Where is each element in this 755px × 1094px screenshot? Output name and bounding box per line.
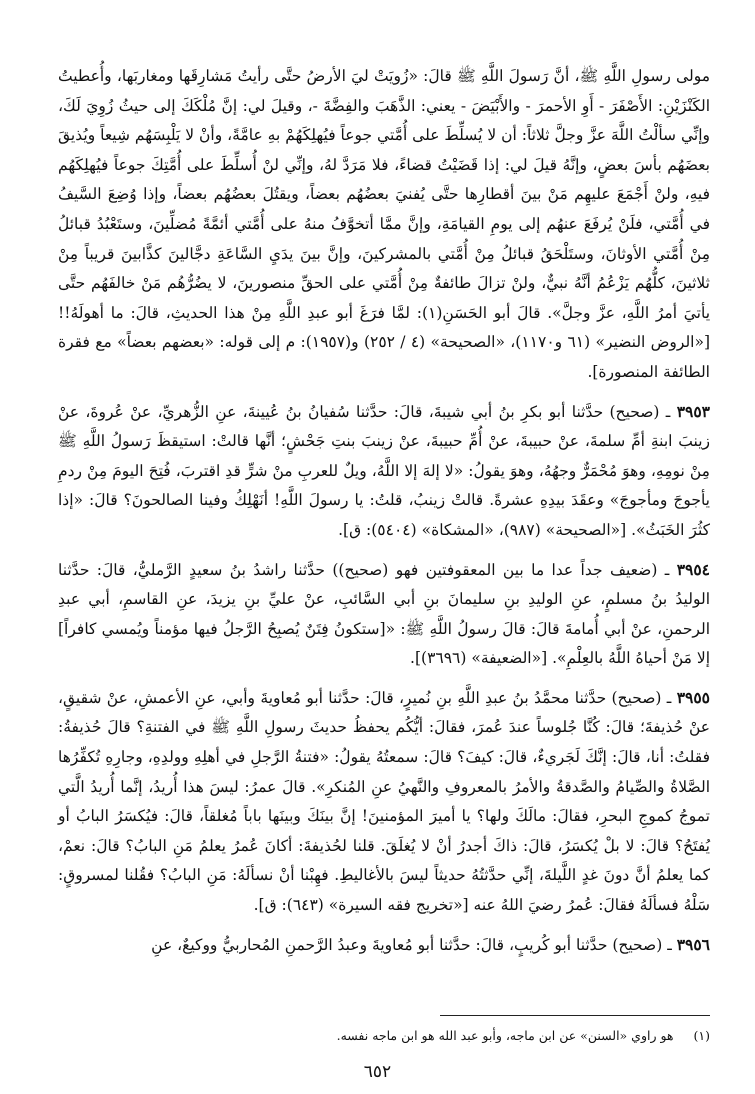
hadith-dash: ـ [662,935,672,954]
footnote-text: هو راوي «السنن» عن ابن ماجه، وأبو عبد الله هو ابن ماجه نفسه. [336,1028,674,1043]
hadith-number: ٣٩٥٥ [676,687,710,707]
hadith-3953 [58,397,710,546]
hadith-text: (صحيح) حدَّثنا أبو بكرِ بنُ أبي شيبةَ، قالَ: حدَّثنا سُفيانُ بنُ عُيينةَ، عنِ الزُّهريِّ، عنْ عُروةَ، عنْ زينبَ ابنةِ أمِّ سلمةَ، عنْ حبيبةَ، عنْ أُمِّ حبيبةَ، عنْ زينبَ بنتِ جَحْشٍ؛ أنَّها قالتْ: استيقظَ رَسولُ اللَّهِ ﷺ مِنْ نومِهِ، وهوَ مُحْمَرٌّ وجهُهُ، وهوَ يقولُ: «لا إلهَ إلا اللَّهُ، ويلٌ للعربِ منْ شرٍّ قدِ اقتربَ، فُتِحَ اليومَ مِنْ ردمِ يأجوجَ ومأجوجَ» وعقَدَ بيدِهِ عشرةً. قالتْ زينبُ، قلتُ: يا رسولَ اللَّهِ! أنَهْلِكُ وفينا الصالحونَ؟ قالَ: «إذا كثُرَ الخَبَثُ». [«الصحيحة» (٩٨٧)، «المشكاة» (٥٤٠٤): ق]. [58,402,710,539]
hadith-dash: ـ [657,560,670,579]
paragraph-text: مولى رسولِ اللَّهِ ﷺ، أنَّ رَسولَ اللَّهِ ﷺ قالَ: «زُويَتْ ليَ الأرضُ حتَّى رأيتُ مَشارِقَها ومغاربَها، وأُعطيتُ الكَنْزَيْنِ: الأَصْفَرَ - أَوِ الأحمرَ - والأَبْيَضَ - يعني: الذَّهَبَ والفِضَّةَ -، وقيلَ لي: إنَّ مُلْكَكَ إلى حيثُ زُوِيَ لَكَ، وإنِّي سألْتُ اللَّهَ عزَّ وجلَّ ثلاثاً: أن لا يُسلِّطَ على أُمَّتي جوعاً فيُهلِكَهُمْ بهِ عامَّةً، وأنْ لا يَلْبِسَهُم شِيعاً ويُذيقَ بعضَهُم بأسَ بعضٍ، وإنَّهُ قيلَ لي: إذا قَضَيْتُ قضاءً، فلا مَرَدَّ لهُ، وإنِّي لنْ أُسلِّطَ على أُمَّتِكَ جوعاً فيُهلِكَهُم فيهِ، ولنْ أَجْمَعَ عليهِم مَنْ بينَ أقطارِها حتَّى يُفنيَ بعضُهُم بعضاً، ويقتُلَ بعضُهُم بعضاً، وإذا وُضِعَ السَّيفُ في أُمَّتي، فلَنْ يُرفَعَ عنهُم إلى يومِ القيامَةِ، وإنَّ ممَّا أتخوَّفُ منهُ على أُمَّتي أئمَّةً مُضلِّينَ، وستَعْبُدُ قبائلُ مِنْ أُمَّتي الأوثانَ، وستَلْحَقُ قبائلُ مِنْ أُمَّتي بالمشركينَ، وإنَّ بينَ يدَيِ السَّاعَةِ دجَّالينَ كذَّابينَ قريباً مِنْ ثلاثينَ، كلُّهُم يَزْعُمُ أنَّهُ نبيٌّ، ولنْ تزالَ طائفةٌ مِنْ أُمَّتي على الحقِّ منصورينَ، لا يضُرُّهُم مَنْ خالفَهُم حتَّى يأتيَ أمرُ اللَّهِ، عزَّ وجلَّ». قالَ أبو الحَسَنِ(١): لمَّا فرَغَ أبو عبدِ اللَّهِ مِنْ هذا الحديثِ، قالَ: ما أهولَهُ!! [«الروض النضير» (٦١ و١١٧٠)، «الصحيحة» (٤ / ٢٥٢) و(١٩٥٧): م إلى قوله: «بعضهم بعضاً» مع فقرة الطائفة المنصورة]. [58,67,711,381]
paragraph-intro [58,62,710,388]
footnote-mark: (١) [693,1028,710,1043]
hadith-text: (صحيح) حدَّثنا محمَّدُ بنُ عبدِ اللَّهِ بنِ نُميرٍ، قالَ: حدَّثنا أبو مُعاويةَ وأبي، عنِ الأعمشِ، عنْ شقيقٍ، عنْ حُذيفةَ؛ قالَ: كُنَّا جُلوساً عندَ عُمرَ، فقالَ: أيُّكُم يحفظُ حديثَ رسولِ اللَّهِ ﷺ في الفتنةِ؟ قالَ حُذيفةُ: فقلتُ: أنا، قالَ: إنَّكَ لَجَريءٌ، قالَ: كيفَ؟ قالَ: سمعتُهُ يقولُ: «فتنةُ الرَّجلِ في أهلِهِ وولدِهِ، وجارِهِ تُكفِّرُها الصَّلاةُ والصِّيامُ والصَّدقةُ والأمرُ بالمعروفِ والنَّهيُ عنِ المُنكرِ». قالَ عمرُ: ليسَ هذا أُريدُ، إنَّما أُريدُ الَّتي تموجُ كموجِ البحرِ، فقالَ: مالَكَ ولها؟ يا أميرَ المؤمنينَ! إنَّ بينَكَ وبينَها باباً مُغلقاً، قالَ: فيُكسَرُ البابُ أو يُفتَحُ؟ قالَ: لا بلْ يُكسَرُ، قالَ: ذاكَ أجدرُ أنْ لا يُغلَقَ. قلنا لحُذيفةَ: أكانَ عُمرُ يعلمُ مَنِ البابُ؟ قالَ: نعمْ، كما يعلمُ أنَّ دونَ غدٍ اللَّيلةَ، إنِّي حدَّثتُهُ حديثاً ليسَ بالأغاليطِ. فهِبْنا أنْ نسألَهُ: مَنِ البابُ؟ فقُلنا لمسروقٍ: سَلْهُ فسألَهُ فقالَ: عُمرُ رضيَ اللهُ عنه [«تخريج فقه السيرة» (٦٤٣): ق]. [58,688,710,915]
hadith-3954 [58,555,710,674]
page-number: ٦٥٢ [363,1062,392,1082]
page-body [58,62,710,960]
hadith-number: ٣٩٥٦ [676,934,710,954]
footnote [58,1026,710,1046]
hadith-number: ٣٩٥٤ [676,559,710,579]
hadith-dash: ـ [661,688,672,707]
footnote-divider [440,1015,710,1016]
hadith-text: (صحيح) حدَّثنا أبو كُريبٍ، قالَ: حدَّثنا أبو مُعاويةَ وعبدُ الرَّحمنِ المُحاربيُّ ووكيعٌ، عنِ [151,935,663,954]
hadith-3956 [58,930,710,961]
hadith-number: ٣٩٥٣ [676,401,711,421]
hadith-3955 [58,683,710,921]
hadith-text: (ضعيف جداً عدا ما بين المعقوفتين فهو (صحيح)) حدَّثنا راشدُ بنُ سعيدٍ الرَّمليُّ، قالَ: حدَّثنا الوليدُ بنُ مسلمٍ، عنِ الوليدِ بنِ سليمانَ بنِ أبي السَّائبِ، عنْ عليِّ بنِ يزيدَ، عنِ القاسمِ، أبي عبدِ الرحمنِ، عنْ أبي أُمامةَ قالَ: قالَ رسولُ اللَّهِ ﷺ: «[ستكونُ فِتَنٌ يُصبِحُ الرَّجلُ فيها مؤمناً ويُمسي كافراً] إلا مَنْ أحياهُ اللَّهُ بالعِلْمِ». [«الضعيفة» (٣٦٩٦)]. [58,560,710,668]
hadith-dash: ـ [659,402,671,421]
